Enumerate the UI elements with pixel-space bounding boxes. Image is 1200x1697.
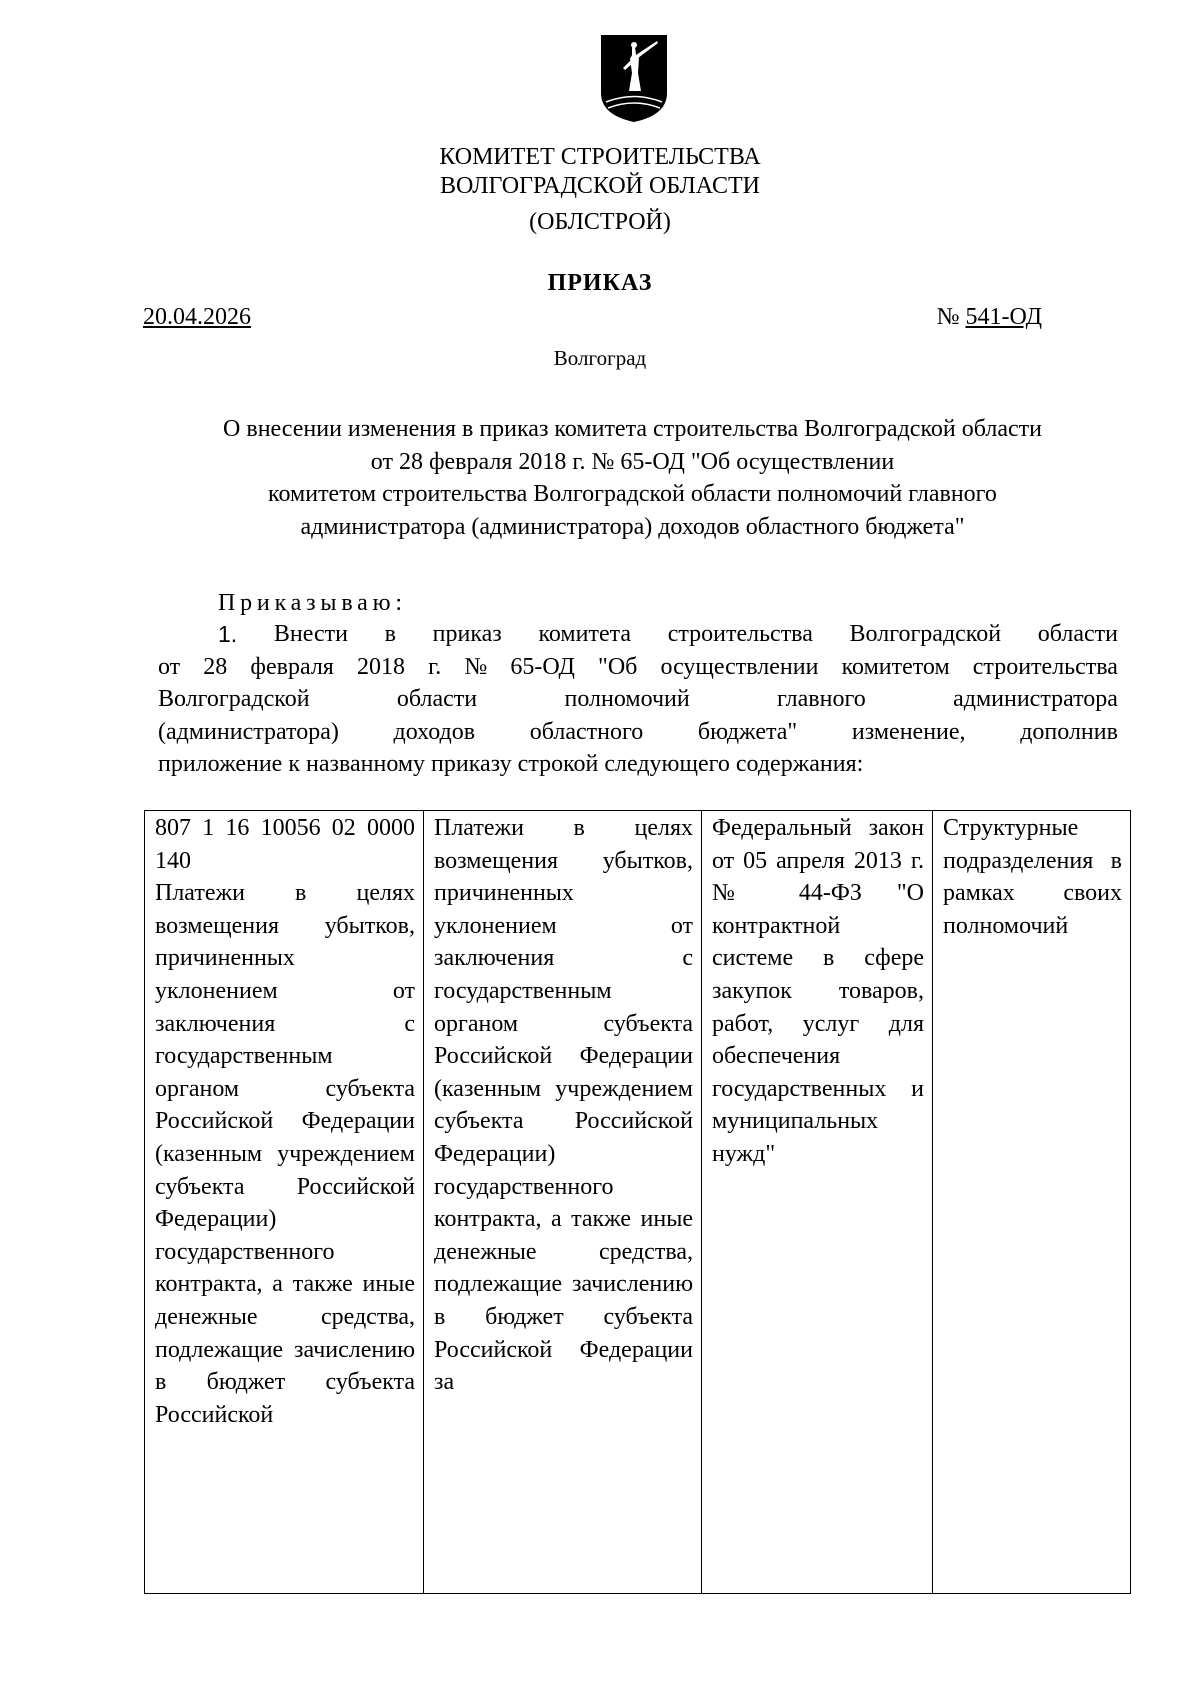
word: строительства	[667, 621, 813, 647]
word: дополнив	[1020, 718, 1118, 745]
word: февраля	[250, 653, 334, 680]
org-name-line2: ВОЛГОГРАДСКОЙ ОБЛАСТИ	[440, 173, 760, 199]
table-cell-code	[145, 811, 424, 1594]
order-date: 20.04.2026	[143, 304, 251, 330]
order-number	[937, 302, 1042, 332]
table-cell-responsible	[933, 811, 1131, 1594]
word: комитетом	[841, 653, 950, 680]
word: осуществлении	[660, 653, 819, 680]
word: бюджета"	[697, 718, 798, 745]
word: администратора	[953, 686, 1118, 712]
table-row	[145, 811, 1131, 1594]
order-verb: Приказываю:	[218, 590, 407, 616]
responsible-units: Структурные подразделения в рамках своих полномочий	[943, 815, 1122, 939]
table-cell-legal-basis	[702, 811, 933, 1594]
word: Волгоградской	[849, 621, 1002, 647]
order-city: Волгоград	[553, 346, 647, 370]
word: Волгоградской	[158, 686, 310, 712]
volgograd-region-emblem-icon	[599, 33, 669, 124]
word: Внести	[273, 621, 348, 647]
item-1-line	[158, 651, 1118, 684]
order-number-prefix: №	[936, 304, 966, 330]
document-type-title: ПРИКАЗ	[547, 270, 653, 296]
org-name-line1: КОМИТЕТ СТРОИТЕЛЬСТВА	[439, 144, 761, 170]
order-number-value: 541-ОД	[965, 304, 1042, 330]
budget-revenue-table	[144, 810, 1131, 1594]
word: 28	[203, 653, 228, 680]
code-description: Платежи в целях возмещения убытков, причиненных уклонением от заключения с государственным органом субъекта Российской Федерации (казенным учреждением субъекта Российской Федерации) государственного контракта, а также иные денежные средства, подлежащие зачислению в бюджет субъекта Российской	[155, 880, 415, 1428]
word: области	[1037, 621, 1118, 647]
budget-classification-code: 807 1 16 10056 02 0000 140	[155, 815, 415, 874]
word: 65-ОД	[510, 653, 575, 680]
item-1-line	[158, 683, 1118, 716]
word: области	[396, 686, 478, 712]
word: от	[158, 653, 181, 680]
subject-line: администратора (администратора) доходов областного бюджета"	[300, 513, 965, 540]
word: комитета	[538, 621, 632, 647]
order-subject	[140, 413, 1125, 543]
revenue-description: Платежи в целях возмещения убытков, причиненных уклонением от заключения с государственным органом субъекта Российской Федерации (казенным учреждением субъекта Российской Федерации) государственного контракта, а также иные денежные средства, подлежащие зачислению в бюджет субъекта Российской Федерации за	[434, 815, 693, 1396]
item-1-number: 1.	[218, 621, 238, 647]
word: 2018	[356, 653, 405, 680]
table-cell-description	[424, 811, 702, 1594]
item-1-line: приложение к названному приказу строкой следующего содержания:	[158, 751, 864, 777]
org-abbreviation: (ОБЛСТРОЙ)	[529, 209, 671, 235]
word: строительства	[972, 653, 1118, 680]
subject-line: О внесении изменения в приказ комитета строительства Волгоградской области	[223, 416, 1042, 442]
word: (администратора)	[158, 718, 339, 745]
word: главного	[777, 686, 866, 712]
legal-basis: Федеральный закон от 05 апреля 2013 г. № 44-ФЗ "О контрактной системе в сфере закупок товаров, работ, услуг для обеспечения государственных и муниципальных нужд"	[712, 815, 924, 1167]
subject-line: от 28 февраля 2018 г. № 65-ОД "Об осуществлении	[370, 448, 895, 475]
item-1-paragraph	[158, 618, 1118, 781]
item-1-line	[158, 618, 1118, 651]
word: областного	[529, 718, 644, 745]
word: приказ	[432, 621, 502, 647]
word: в	[384, 621, 396, 647]
subject-line: комитетом строительства Волгоградской области полномочий главного	[268, 481, 997, 507]
word: полномочий	[564, 686, 690, 712]
word: доходов	[393, 718, 476, 745]
word: изменение,	[851, 718, 966, 745]
word: "Об	[598, 653, 638, 680]
item-1-line	[158, 716, 1118, 749]
word: №	[464, 653, 488, 680]
word: г.	[428, 653, 442, 680]
